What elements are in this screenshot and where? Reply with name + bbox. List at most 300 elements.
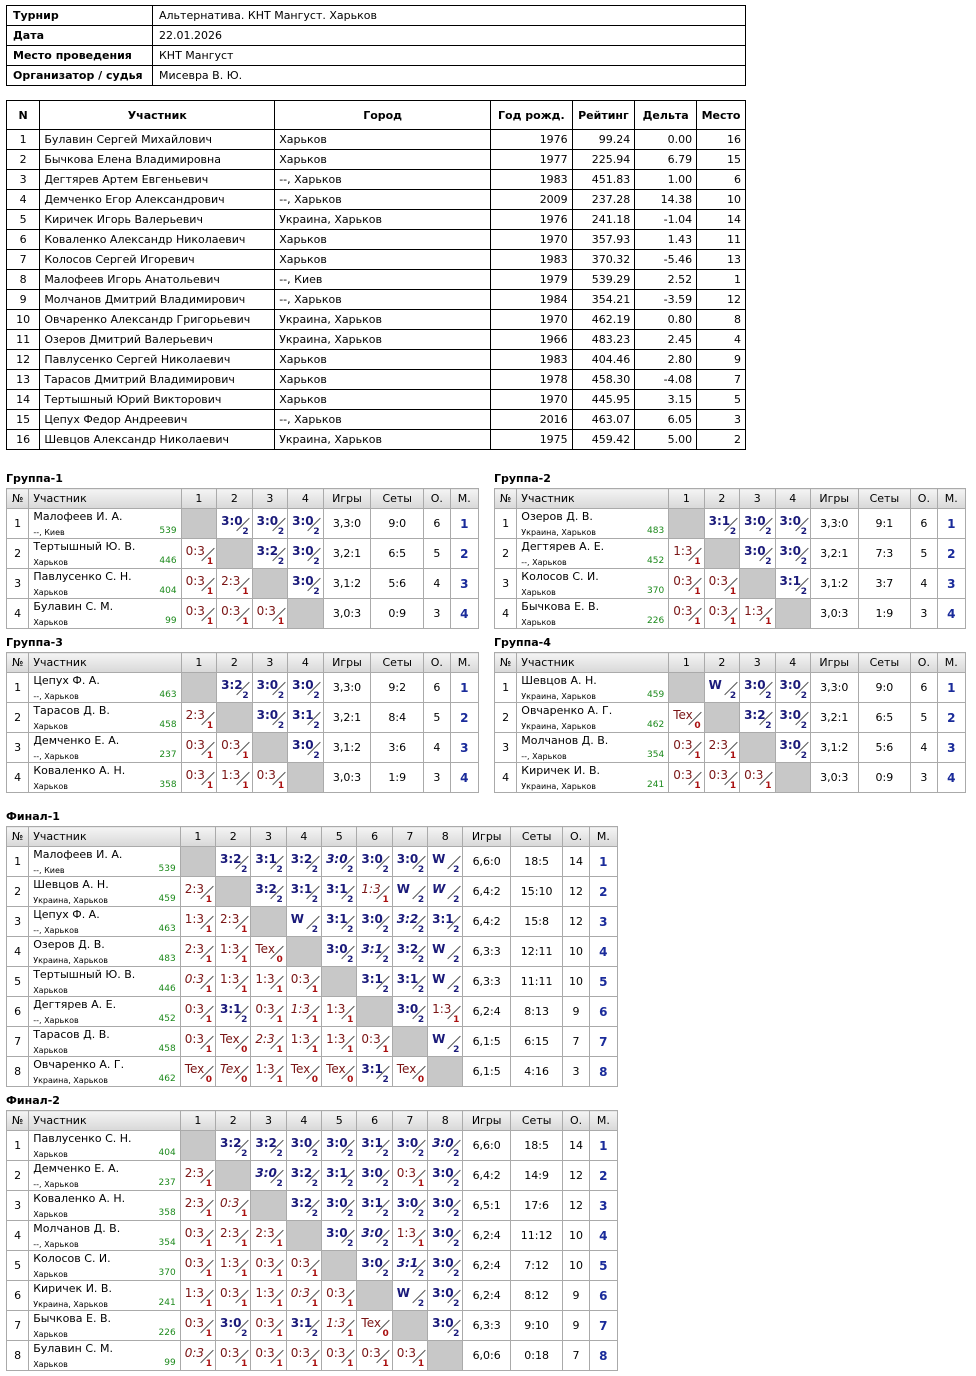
participant-cell: 8 [697, 310, 746, 330]
match-score: 2:3 [221, 574, 241, 588]
participant-cell: Харьков [275, 350, 491, 370]
match-points: 2 [241, 1149, 248, 1159]
place-cell: 3 [589, 907, 617, 937]
games-cell: 3,0:3 [323, 763, 371, 793]
match-score: 3:0 [361, 1256, 383, 1270]
player-name: Малофеев И. А. [33, 510, 123, 523]
self-cell [322, 1251, 357, 1281]
participant-cell: 6 [697, 170, 746, 190]
match-score: 0:3 [290, 1286, 311, 1300]
match-score: 3:2 [290, 1166, 313, 1180]
info-row [7, 66, 746, 86]
player-rating: 539 [158, 864, 176, 874]
participant-cell: --, Харьков [275, 410, 491, 430]
player-city: Харьков [33, 1210, 68, 1219]
match-cell [216, 1251, 251, 1281]
player-cell [29, 509, 181, 539]
match-points: 1 [311, 1045, 319, 1055]
player-name: Шевцов А. Н. [33, 878, 109, 891]
participant-cell: 241.18 [572, 210, 635, 230]
games-cell: 3,3:0 [323, 673, 371, 703]
participant-row [7, 170, 746, 190]
match-points: 2 [453, 1269, 460, 1279]
match-cell [740, 509, 775, 539]
match-points: 0 [694, 721, 701, 731]
row-number: 2 [495, 703, 517, 733]
col-points: О. [424, 489, 450, 509]
col-participant: Участник [29, 827, 180, 847]
participant-cell: -1.04 [635, 210, 697, 230]
group-header-row [495, 489, 966, 509]
participant-cell: 357.93 [572, 230, 635, 250]
player-cell [29, 673, 181, 703]
match-points: 0 [241, 1075, 248, 1085]
participant-row [7, 430, 746, 450]
match-score: 3:1 [220, 1002, 242, 1016]
match-cell [180, 997, 215, 1027]
place-cell: 4 [450, 599, 478, 629]
match-cell [216, 1311, 251, 1341]
player-cell [517, 569, 669, 599]
match-cell [428, 1161, 463, 1191]
player-city: --, Харьков [33, 1016, 79, 1025]
group-table [6, 826, 618, 1087]
match-score: 0:3 [184, 1346, 204, 1360]
points-cell: 7 [563, 1027, 589, 1057]
match-cell [252, 509, 288, 539]
self-cell [217, 703, 253, 733]
match-points: 1 [382, 1045, 389, 1055]
match-cell [216, 967, 251, 997]
col-opponent: 6 [357, 1111, 392, 1131]
player-rating: 237 [159, 750, 177, 760]
match-cell [288, 673, 324, 703]
match-score: 1:3 [255, 1062, 275, 1076]
match-score: 0:3 [184, 1032, 204, 1046]
match-score: 2:3 [185, 708, 205, 722]
match-score: 0:3 [184, 972, 204, 986]
match-score: 0:3 [256, 768, 276, 782]
col-opponent: 1 [180, 1111, 215, 1131]
match-score: W [432, 942, 446, 956]
points-cell: 3 [911, 763, 937, 793]
match-cell [775, 733, 810, 763]
match-cell [704, 673, 739, 703]
match-cell [322, 1191, 357, 1221]
participant-cell: 225.94 [572, 150, 635, 170]
match-score: 0:3 [396, 1166, 417, 1180]
participant-cell: 5 [7, 210, 40, 230]
group-row [7, 673, 479, 703]
games-cell: 6,0:6 [463, 1341, 510, 1371]
match-cell [740, 673, 775, 703]
player-name: Молчанов Д. В. [521, 734, 609, 747]
player-rating: 459 [158, 894, 176, 904]
player-cell [29, 1281, 180, 1311]
match-cell [216, 937, 251, 967]
group-row [7, 1311, 618, 1341]
match-points: 2 [453, 865, 460, 875]
sets-cell: 0:9 [858, 763, 911, 793]
games-cell: 6,6:0 [463, 847, 510, 877]
match-points: 1 [206, 781, 214, 791]
match-score: 0:3 [185, 768, 205, 782]
col-opponent: 4 [288, 489, 324, 509]
match-score: 3:0 [292, 544, 314, 558]
match-score: 3:0 [292, 514, 314, 528]
match-points: 2 [347, 1149, 354, 1159]
place-cell: 7 [589, 1027, 617, 1057]
match-score: 2:3 [184, 882, 204, 896]
points-cell: 3 [424, 763, 450, 793]
participant-cell: 1984 [491, 290, 573, 310]
match-points: 1 [276, 1359, 283, 1369]
player-cell [29, 539, 181, 569]
match-score: 0:3 [185, 738, 205, 752]
group-row [7, 509, 479, 539]
match-points: 2 [311, 895, 319, 905]
sets-cell: 5:6 [371, 569, 424, 599]
games-cell: 6,3:3 [463, 937, 510, 967]
player-name: Цепух Ф. А. [33, 674, 100, 687]
match-score: 0:3 [326, 1286, 346, 1300]
match-points: 2 [347, 1209, 354, 1219]
match-cell [180, 1221, 215, 1251]
match-score: 3:1 [432, 912, 454, 926]
match-points: 1 [206, 721, 214, 731]
match-score: Tex [290, 1062, 311, 1076]
match-cell [288, 509, 324, 539]
player-cell [29, 847, 180, 877]
player-rating: 458 [158, 1044, 176, 1054]
match-score: 3:0 [326, 1196, 348, 1210]
match-points: 2 [382, 955, 389, 965]
player-rating: 99 [165, 616, 177, 626]
participant-cell: 1976 [491, 130, 573, 150]
group-row [7, 763, 479, 793]
match-score: 3:1 [290, 882, 313, 896]
points-cell: 3 [424, 599, 450, 629]
participant-row [7, 390, 746, 410]
match-score: W [708, 678, 722, 692]
row-number: 4 [7, 1221, 29, 1251]
match-points: 2 [453, 895, 460, 905]
participant-row [7, 410, 746, 430]
col-sets: Сеты [371, 489, 424, 509]
participant-cell: 4 [697, 330, 746, 350]
match-points: 1 [206, 617, 214, 627]
sets-cell: 15:8 [510, 907, 563, 937]
match-points: 1 [242, 617, 249, 627]
match-score: 0:3 [255, 1346, 275, 1360]
row-number: 3 [495, 569, 517, 599]
sets-cell: 14:9 [510, 1161, 563, 1191]
match-cell [180, 1341, 215, 1371]
player-cell [29, 877, 180, 907]
match-score: 3:2 [220, 1136, 242, 1150]
self-cell [286, 1221, 321, 1251]
row-number: 2 [495, 539, 517, 569]
place-cell: 2 [937, 703, 965, 733]
match-score: 3:0 [326, 942, 348, 956]
match-cell [180, 877, 215, 907]
group-header-row [495, 653, 966, 673]
player-rating: 226 [647, 616, 665, 626]
match-score: 3:0 [779, 544, 802, 558]
player-rating: 241 [158, 1298, 176, 1308]
participant-cell: Булавин Сергей Михайлович [40, 130, 275, 150]
match-score: 2:3 [255, 1226, 275, 1240]
match-cell [322, 1027, 357, 1057]
match-points: 1 [694, 587, 701, 597]
match-points: 1 [241, 925, 248, 935]
col-opponent: 8 [428, 827, 463, 847]
sets-cell: 9:1 [858, 509, 911, 539]
self-cell [392, 1027, 427, 1057]
participant-cell: 539.29 [572, 270, 635, 290]
match-score: 1:3 [184, 912, 204, 926]
match-points: 2 [276, 1149, 283, 1159]
player-name: Озеров Д. В. [521, 510, 593, 523]
place-cell: 2 [589, 1161, 617, 1191]
player-name: Дегтярев А. Е. [521, 540, 605, 553]
player-cell [517, 539, 669, 569]
col-participant: Участник [29, 489, 181, 509]
self-cell [217, 539, 253, 569]
col-sets: Сеты [371, 653, 424, 673]
match-cell [357, 907, 392, 937]
match-points: 1 [205, 1179, 213, 1189]
match-score: 3:1 [290, 1316, 313, 1330]
match-cell [216, 907, 251, 937]
match-points: 2 [417, 1149, 425, 1159]
match-points: 0 [205, 1075, 213, 1085]
group-row [495, 703, 966, 733]
place-cell: 7 [589, 1311, 617, 1341]
match-cell [392, 1057, 427, 1087]
place-cell: 3 [937, 733, 965, 763]
match-cell [775, 569, 810, 599]
match-cell [251, 997, 286, 1027]
player-rating: 463 [159, 690, 177, 700]
match-points: 1 [205, 1329, 213, 1339]
points-cell: 5 [911, 703, 937, 733]
match-score: Tex [255, 942, 275, 956]
place-cell: 6 [589, 1281, 617, 1311]
match-cell [180, 1027, 215, 1057]
col-sets: Сеты [858, 489, 911, 509]
games-cell: 6,4:2 [463, 877, 510, 907]
participant-cell: 2.52 [635, 270, 697, 290]
col-place: М. [589, 1111, 617, 1131]
match-points: 1 [205, 1299, 213, 1309]
sets-cell: 1:9 [371, 763, 424, 793]
match-score: 0:3 [326, 1346, 346, 1360]
match-score: 1:3 [744, 604, 764, 618]
games-cell: 3,1:2 [323, 733, 371, 763]
match-score: 3:0 [396, 1002, 419, 1016]
participant-cell: 12 [7, 350, 40, 370]
match-score: W [396, 1286, 410, 1300]
self-cell [288, 599, 324, 629]
points-cell: 3 [563, 1057, 589, 1087]
info-value: 22.01.2026 [153, 26, 746, 46]
match-points: 2 [347, 955, 354, 965]
sets-cell: 9:0 [858, 673, 911, 703]
points-cell: 12 [563, 877, 589, 907]
match-cell [669, 599, 704, 629]
row-number: 1 [495, 673, 517, 703]
participant-cell: Киричек Игорь Валерьевич [40, 210, 275, 230]
match-score: W [432, 882, 446, 896]
player-name: Павлусенко С. Н. [33, 1132, 132, 1145]
match-cell [252, 703, 288, 733]
match-cell [217, 599, 253, 629]
participant-cell: 2.80 [635, 350, 697, 370]
place-cell: 4 [450, 763, 478, 793]
player-name: Цепух Ф. А. [33, 908, 100, 921]
match-score: 3:1 [361, 942, 383, 956]
participant-cell: 8 [7, 270, 40, 290]
match-score: Tex [326, 1062, 346, 1076]
place-cell: 5 [589, 1251, 617, 1281]
participant-cell: 0.00 [635, 130, 697, 150]
group-row [7, 1191, 618, 1221]
player-name: Коваленко А. Н. [33, 1192, 126, 1205]
participant-cell: Харьков [275, 150, 491, 170]
row-number: 6 [7, 1281, 29, 1311]
participants-table [6, 100, 746, 450]
participant-row [7, 130, 746, 150]
info-row [7, 46, 746, 66]
player-city: --, Харьков [33, 692, 79, 701]
place-cell: 3 [450, 733, 478, 763]
match-score: 0:3 [184, 1256, 204, 1270]
match-score: 1:3 [361, 882, 381, 896]
match-score: 2:3 [255, 1032, 275, 1046]
col-opponent: 3 [251, 827, 286, 847]
participant-cell: --, Киев [275, 270, 491, 290]
match-points: 2 [417, 1015, 425, 1025]
participant-cell: 1983 [491, 350, 573, 370]
player-cell [29, 967, 180, 997]
match-points: 2 [311, 1179, 319, 1189]
match-cell [357, 937, 392, 967]
row-number: 5 [7, 967, 29, 997]
participant-cell: 2.45 [635, 330, 697, 350]
match-points: 2 [417, 985, 425, 995]
points-cell: 3 [911, 599, 937, 629]
points-cell: 4 [911, 569, 937, 599]
match-score: 0:3 [708, 574, 728, 588]
participant-row [7, 370, 746, 390]
match-score: 1:3 [255, 1286, 275, 1300]
player-name: Демченко Е. А. [33, 734, 120, 747]
match-points: 2 [241, 1015, 248, 1025]
match-score: 3:1 [396, 1256, 419, 1270]
participant-cell: 9 [697, 350, 746, 370]
match-points: 2 [453, 925, 460, 935]
match-cell [704, 763, 739, 793]
participant-cell: 16 [697, 130, 746, 150]
match-points: 1 [311, 1015, 319, 1025]
player-city: --, Киев [33, 528, 65, 537]
match-cell [216, 1191, 251, 1221]
place-cell: 6 [589, 997, 617, 1027]
place-cell: 4 [937, 763, 965, 793]
match-score: 3:1 [779, 574, 802, 588]
match-cell [322, 1161, 357, 1191]
match-score: 0:3 [220, 1346, 240, 1360]
col-participant: Участник [29, 1111, 180, 1131]
col-opponent: 1 [669, 489, 704, 509]
match-score: 3:1 [292, 708, 314, 722]
player-name: Малофеев И. А. [33, 848, 123, 861]
participants-col-header: N [7, 101, 40, 130]
player-name: Булавин С. М. [33, 600, 114, 613]
match-cell [217, 763, 253, 793]
row-number: 2 [7, 1161, 29, 1191]
match-score: 3:0 [779, 738, 802, 752]
player-city: Харьков [33, 986, 68, 995]
games-cell: 6,4:2 [463, 907, 510, 937]
group-row [495, 539, 966, 569]
match-cell [252, 763, 288, 793]
participant-cell: -3.59 [635, 290, 697, 310]
match-points: 2 [800, 587, 807, 597]
points-cell: 6 [911, 509, 937, 539]
match-score: 0:3 [673, 738, 693, 752]
match-score: 3:0 [290, 1136, 313, 1150]
points-cell: 4 [424, 733, 450, 763]
col-opponent: 8 [428, 1111, 463, 1131]
match-points: 2 [800, 691, 807, 701]
games-cell: 6,3:3 [463, 967, 510, 997]
player-city: Харьков [33, 1150, 68, 1159]
match-cell [357, 1131, 392, 1161]
participant-cell: 2009 [491, 190, 573, 210]
sets-cell: 11:11 [510, 967, 563, 997]
match-points: 1 [241, 1239, 248, 1249]
match-cell [251, 1027, 286, 1057]
match-score: 2:3 [184, 942, 204, 956]
participants-col-header: Участник [40, 101, 275, 130]
match-score: 3:2 [396, 942, 419, 956]
self-cell [180, 847, 215, 877]
player-city: Украина, Харьков [33, 1300, 108, 1309]
sets-cell: 4:16 [510, 1057, 563, 1087]
sets-cell: 8:4 [371, 703, 424, 733]
participant-cell: 6.79 [635, 150, 697, 170]
match-cell [251, 1251, 286, 1281]
player-rating: 446 [158, 984, 176, 994]
match-score: 0:3 [184, 1316, 204, 1330]
match-cell [251, 1161, 286, 1191]
col-opponent: 4 [286, 1111, 321, 1131]
match-cell [357, 847, 392, 877]
group-header-row [7, 1111, 618, 1131]
match-score: 3:0 [779, 678, 802, 692]
sets-cell: 9:0 [371, 509, 424, 539]
match-points: 2 [347, 1179, 354, 1189]
match-cell [286, 847, 321, 877]
match-cell [252, 599, 288, 629]
player-cell [29, 1027, 180, 1057]
match-cell [251, 877, 286, 907]
match-points: 1 [694, 557, 701, 567]
match-score: 3:0 [256, 708, 279, 722]
match-cell [180, 1057, 215, 1087]
